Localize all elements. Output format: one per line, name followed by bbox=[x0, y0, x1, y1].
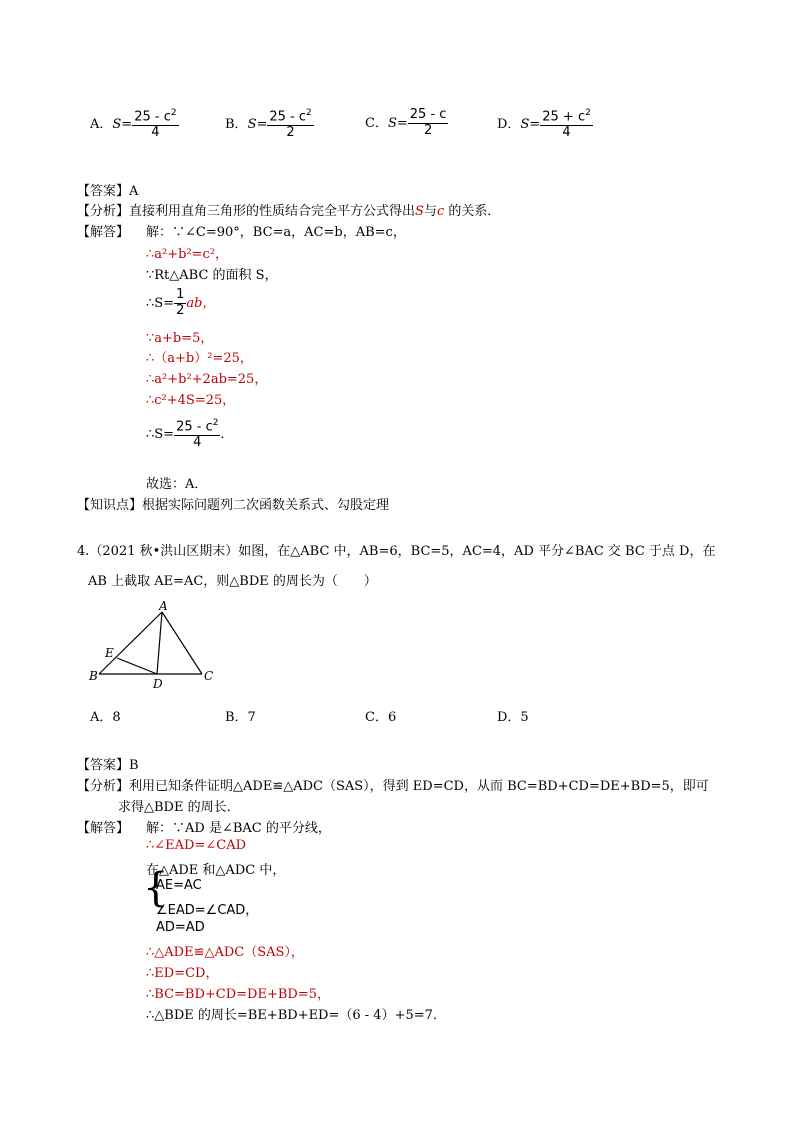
solution-line: 故选：A． bbox=[146, 477, 208, 492]
equals: = bbox=[396, 115, 408, 131]
fraction bbox=[540, 108, 593, 141]
numerator: 25 - c bbox=[176, 419, 213, 435]
denominator: 4 bbox=[562, 125, 571, 141]
solution-text: ∴S= bbox=[146, 295, 175, 311]
solution-line: 解：∵∠C=90°，BC=a，AC=b，AB=c， bbox=[146, 225, 406, 240]
system-brace: { bbox=[143, 865, 169, 911]
solution-line: ∴a²+b²=c²， bbox=[146, 247, 229, 262]
option-d bbox=[497, 108, 593, 141]
exponent: 2 bbox=[306, 108, 312, 118]
label-e: E bbox=[105, 646, 114, 660]
solution-line: ∴△ADE≌△ADC（SAS）， bbox=[146, 945, 304, 960]
side-ab bbox=[99, 612, 162, 674]
option-label: A． bbox=[90, 117, 113, 133]
denominator: 2 bbox=[423, 122, 433, 138]
option-b bbox=[225, 108, 314, 141]
solution-line: ∴BC=BD+CD=DE+BD=5， bbox=[146, 987, 330, 1002]
analysis-row: 求得△BDE 的周长． bbox=[118, 800, 240, 815]
fraction bbox=[408, 108, 449, 139]
solution-line: ∴ED=CD， bbox=[146, 966, 219, 981]
option-label: B． bbox=[225, 117, 248, 133]
exponent: 2 bbox=[170, 108, 177, 118]
fraction bbox=[174, 418, 220, 451]
equals: = bbox=[256, 117, 268, 133]
numerator: 25 - c bbox=[409, 107, 447, 122]
analysis-text: 直接利用直角三角形的性质结合完全平方公式得出 bbox=[129, 204, 416, 219]
knowledge-tag: 【知识点】 bbox=[77, 498, 143, 513]
numerator: 25 - c bbox=[134, 109, 171, 125]
answer-tag: 【答案】 bbox=[77, 184, 130, 199]
answer-tag: 【答案】 bbox=[77, 758, 130, 773]
numerator: 25 + c bbox=[542, 109, 586, 125]
option-d: D．5 bbox=[497, 710, 529, 725]
var-s: S bbox=[247, 117, 257, 133]
solution-line: ∴a²+b²+2ab=25， bbox=[146, 372, 268, 387]
segment-ad bbox=[157, 612, 162, 674]
solution-line: ∵a+b=5， bbox=[146, 331, 214, 346]
exponent: 2 bbox=[212, 418, 219, 428]
label-d: D bbox=[153, 677, 163, 691]
knowledge-text: 根据实际问题列二次函数关系式、勾股定理 bbox=[142, 498, 390, 513]
denominator: 4 bbox=[193, 435, 202, 451]
solution-text: ． bbox=[220, 427, 234, 443]
analysis-text: 利用已知条件证明△ADE≌△ADC（SAS），得到 ED=CD，从而 BC=BD+CD=DE+BD=5，即可 bbox=[129, 779, 709, 794]
option-label: D． bbox=[497, 117, 521, 133]
analysis-tag: 【分析】 bbox=[77, 204, 130, 219]
segment-ed bbox=[117, 658, 157, 674]
equals: = bbox=[529, 117, 541, 133]
numerator: 25 - c bbox=[269, 109, 307, 125]
solution-tag: 【解答】 bbox=[77, 821, 130, 836]
var-c: c bbox=[436, 204, 445, 219]
solution-line: ∴c²+4S=25， bbox=[146, 393, 236, 408]
fraction bbox=[267, 108, 313, 141]
solution-text: ∴S= bbox=[146, 427, 175, 443]
system-line: ∠EAD=∠CAD， bbox=[156, 903, 259, 918]
fraction bbox=[132, 108, 178, 141]
side-ac bbox=[162, 612, 202, 674]
var-s: S bbox=[415, 204, 424, 219]
numerator: 1 bbox=[176, 287, 185, 302]
system-line: AD=AD bbox=[156, 920, 205, 935]
label-a: A bbox=[159, 599, 168, 613]
exponent: 2 bbox=[585, 108, 591, 118]
solution-line bbox=[146, 288, 215, 319]
solution-tag: 【解答】 bbox=[77, 225, 130, 240]
denominator: 2 bbox=[286, 125, 295, 141]
answer-value: A bbox=[129, 184, 139, 199]
analysis-row bbox=[77, 200, 500, 219]
var-s: S bbox=[112, 117, 122, 133]
option-a: A．8 bbox=[90, 710, 121, 725]
analysis-row bbox=[77, 775, 709, 794]
answer-row bbox=[77, 754, 139, 773]
answer-value: B bbox=[129, 758, 139, 773]
option-c: C．6 bbox=[365, 710, 397, 725]
solution-line: 解：∵AD 是∠BAC 的平分线， bbox=[146, 821, 331, 836]
fraction bbox=[174, 288, 186, 319]
label-c: C bbox=[204, 669, 214, 683]
triangle-figure bbox=[85, 598, 225, 693]
solution-text: ab， bbox=[186, 295, 216, 311]
label-b: B bbox=[89, 669, 98, 683]
solution-line: ∴∠EAD=∠CAD bbox=[146, 838, 247, 853]
solution-line: ∵Rt△ABC 的面积 S， bbox=[146, 268, 278, 283]
solution-line: ∴△BDE 的周长=BE+BD+ED=（6 - 4）+5=7． bbox=[146, 1008, 446, 1023]
var-s: S bbox=[520, 117, 530, 133]
option-c bbox=[365, 108, 448, 139]
system-line: AE=AC bbox=[156, 878, 202, 893]
option-b: B．7 bbox=[225, 710, 256, 725]
answer-row bbox=[77, 180, 138, 199]
denominator: 2 bbox=[176, 302, 185, 318]
option-a bbox=[90, 108, 179, 141]
equals: = bbox=[121, 117, 133, 133]
analysis-text: 的关系． bbox=[444, 204, 501, 219]
knowledge-row bbox=[77, 494, 389, 513]
option-label: C． bbox=[365, 115, 388, 131]
var-s: S bbox=[387, 115, 397, 131]
analysis-text: 与 bbox=[423, 204, 437, 219]
question-stem: 4.（2021 秋•洪山区期末）如图，在△ABC 中，AB=6，BC=5，AC=4，AD 平分∠BAC 交 BC 于点 D，在 bbox=[77, 544, 716, 559]
analysis-tag: 【分析】 bbox=[77, 779, 130, 794]
solution-line: ∴（a+b）²=25， bbox=[146, 351, 253, 366]
question-stem: AB 上截取 AE=AC，则△BDE 的周长为（ ） bbox=[88, 574, 377, 589]
solution-line: 在△ADE 和△ADC 中， bbox=[146, 863, 286, 878]
solution-line bbox=[146, 418, 233, 451]
denominator: 4 bbox=[151, 125, 160, 141]
